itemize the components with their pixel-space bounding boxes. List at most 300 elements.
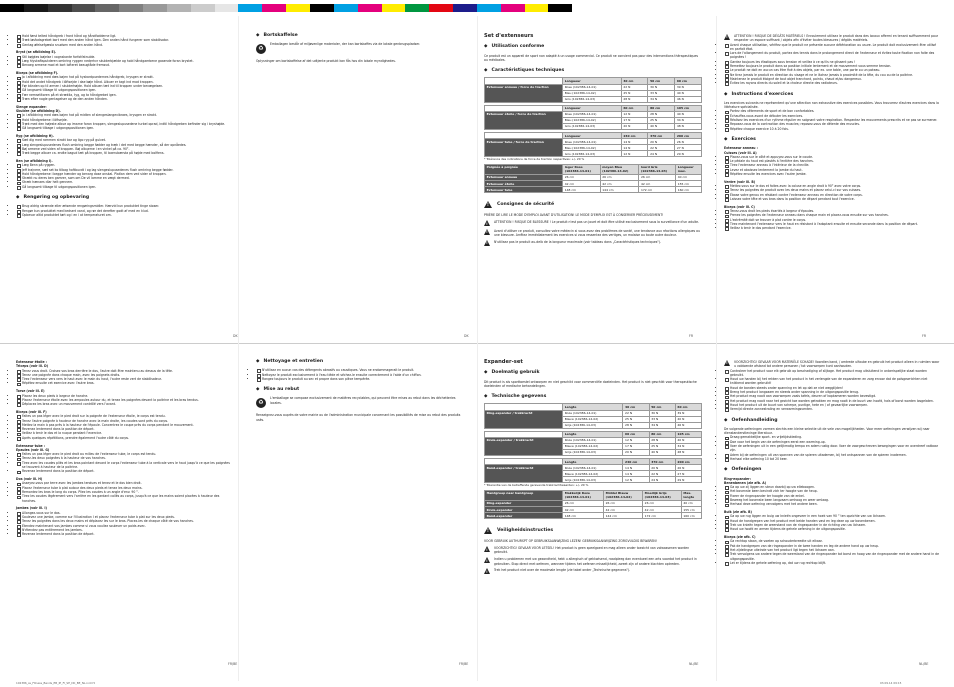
nl-safety-intro: VOOR GEBRUIK AUTHURSPT OP GEBRUIKSAANWIJZING LEZEN! GEBRUIKSAANWIJZING ZORGVULDIG BEWAREN! bbox=[484, 539, 657, 544]
table-cell: lourd Gris (102386-14-03) bbox=[639, 164, 676, 174]
color-swatch bbox=[787, 4, 811, 12]
table-cell: 40 cm bbox=[676, 175, 702, 181]
nl-use-heading: ◆ Doelmatig gebruik bbox=[484, 370, 540, 376]
list-item: • Houd de banden steeds onder spanning en let op dat ze niet wegglijden! bbox=[724, 386, 940, 390]
dk-section-heading: Slenge expander: bbox=[16, 104, 47, 109]
table-cell: 40 N bbox=[675, 111, 702, 117]
nl-instructions-list bbox=[724, 435, 940, 461]
list-item: • Évitez les rayons directs du soleil et la chaleur directe des radiateurs. bbox=[724, 81, 940, 85]
list-item: • Træk begge albuer ca. endte bagud tæt på kroppen, til baerubærsta på højde med bolfiens. bbox=[16, 151, 232, 155]
table-cell: Longueur max. bbox=[676, 164, 702, 174]
table-cell: 42 cm bbox=[600, 181, 639, 187]
table-cell: 60 cm bbox=[623, 431, 649, 437]
list-item: • Jo i afbildning med dæs bajen hat på hyskardpuedernes håndgreb, krysgen er strakt. bbox=[16, 75, 232, 79]
list-item: • Draag gemakkelijke sport- en vrijetijdskleding. bbox=[724, 435, 940, 439]
table-cell: 34 N bbox=[675, 117, 702, 123]
table-cell: 29 N bbox=[675, 151, 702, 157]
frbe-list bbox=[16, 452, 232, 473]
list-item: • Breng het product langzaam en steeds onder spanning in de uitgangspositie terug. bbox=[724, 390, 940, 394]
table-cell: Extenseur étoile / force de traction bbox=[485, 111, 563, 129]
nl-exercise-list bbox=[724, 539, 940, 565]
color-swatch bbox=[525, 4, 549, 12]
fr-subheading: Ventre (voir ill. B) bbox=[724, 179, 756, 184]
color-swatch bbox=[405, 4, 429, 12]
list-item: • Adem bij de oefeningen uit van spannen van de spieren uitademen, bij het ontspannen van de spieren inademen. bbox=[724, 453, 940, 457]
color-swatch bbox=[72, 4, 96, 12]
frbe-cleaning-heading: ◆ Nettoyage et entretien bbox=[256, 359, 324, 364]
table-cell: 172 cm bbox=[639, 187, 676, 193]
fr-instructions-intro: Les exercices suivants ne représentent qu'une sélection non exhaustive des exercices possibles. Vous trouverez d'autres exercices dans la littérature spécialisée. bbox=[724, 100, 939, 110]
table-cell: 17 N bbox=[621, 117, 648, 123]
table-header-row bbox=[485, 164, 702, 174]
list-item: • Houd de handgrepen van het product met beide handen vast en leg deze op uw bovenbenen. bbox=[724, 519, 940, 523]
diamond-icon: ◆ bbox=[724, 91, 728, 97]
table-cell: moyen Bleu (102386-14-02) bbox=[600, 164, 639, 174]
table-cell: 160 cm bbox=[681, 513, 701, 519]
table-cell: Poignée à poignée bbox=[485, 164, 563, 174]
table-cell: 105 cm bbox=[675, 105, 702, 111]
table-cell: Rose (102386-14-01) bbox=[563, 139, 622, 145]
warning-icon bbox=[484, 201, 492, 208]
list-item: • Placez l'extenseur étoile avec les ampoules autour du, et tenez les poignées devant la poitrine et les bras tendus. bbox=[16, 398, 232, 402]
list-item: • Benaeg armene mod et kort lofteret beaugtåde fremsvd. bbox=[16, 63, 232, 67]
table-cell: Makkelijk Roze (102386-14-01) bbox=[563, 490, 604, 500]
list-item: • L'extrémité doit se trouver à plat contre le corps. bbox=[724, 218, 940, 222]
nl-warning: ! Indien u problemen met uw gezondheid, hebt u allergisch of gekkwisend, raadpleeg dan eventueel een arts voordat het product in gebruiken. Stop direct met oefenen, wanneer tijdens het oefenen misselijkheid, zweet zijn of andere klachten optreden. bbox=[484, 557, 702, 566]
table-cell: 26 cm bbox=[639, 175, 676, 181]
fr-use-heading: ◆ Utilisation conforme bbox=[484, 44, 545, 50]
list-item: • Herhaal deze oefening vervolgens met het andere been. bbox=[724, 502, 940, 506]
dk-top-list bbox=[16, 34, 232, 47]
fr-warning: ! N'utilisez pas le produit au-delà de la longueur maximale (voir tableau dans „Caractéristiques techniques"). bbox=[484, 240, 702, 246]
table-cell: 42 cm bbox=[643, 507, 682, 513]
list-item: • Bøj armene ved siden af kroppen. Bøj albuerne i en vinkel på ca. 90°. bbox=[16, 147, 232, 151]
list-item: • Stræk hænaes dlar helt gennem. bbox=[16, 180, 232, 184]
diamond-icon: ◆ bbox=[256, 359, 260, 364]
table-cell: 50 cm bbox=[648, 78, 675, 84]
list-item: • Soulevez une jambe, comme sur l'illustration I et placez l'extenseur tube à plat sur les deux pieds. bbox=[16, 515, 232, 519]
table-cell: Extenseur anneau bbox=[485, 175, 563, 181]
table-cell: Longueur bbox=[563, 105, 622, 111]
table-cell: 40 cm bbox=[681, 501, 701, 507]
color-swatch bbox=[882, 4, 906, 12]
nl-warning: ! VOORZICHTIG! GEVAAR VOOR MATERIËLE SCHADE! Voordien kand, / omtrede ulfaube en gebruik het product alleen in ruimten waar u voldoende afstand tot andere personen / tot voorwerpen kunt aanhouden. bbox=[724, 360, 940, 369]
table-cell: 148 cm bbox=[563, 513, 604, 519]
list-item: • Mettez la main à pas près à la hauteur de l'épaule. Concentrez le coupe près du corps pendant le mouvement. bbox=[16, 423, 232, 427]
list-item: • Houd uw hoofd en armen tijdens de gehele oefening in de uitgangspositie. bbox=[724, 527, 940, 531]
diamond-icon: ◆ bbox=[724, 467, 728, 473]
list-item: • Ne tirez jamais le produit en direction du visage et ne le lâchez jamais à proximité de la tête, du cou ou de la poitrine. bbox=[724, 73, 940, 77]
fr-exercise-list bbox=[724, 155, 940, 176]
list-item: • Faites un pas léger avec le pied droit sur la poignée de l'extenseur étoile, le corps est tendu. bbox=[16, 414, 232, 418]
color-swatch bbox=[572, 4, 596, 12]
color-swatch bbox=[763, 4, 787, 12]
list-item: • Træk med den højeste albue op imarne foran kroppen, slengeslupusedene turbel oprad, indtil håndgreben befinder sig i bryshøjde. bbox=[16, 122, 232, 126]
table-cell: léger Rose (102386-14-01) bbox=[563, 164, 601, 174]
diamond-icon: ◆ bbox=[256, 33, 260, 38]
table-cell: 40 cm bbox=[623, 404, 649, 410]
diamond-icon: ◆ bbox=[484, 44, 488, 50]
list-item: • Tenez les poignées dans les deux mains et déplacez les sur le bras. Placez-les de chaque côté de vos hanches. bbox=[16, 519, 232, 523]
warning-icon bbox=[724, 34, 730, 40]
frbe-left-column bbox=[16, 360, 232, 536]
list-item: • Fixeer de ringexpander ter hoogte van de enkel. bbox=[724, 494, 940, 498]
table-cell: Gris (102386-14-03) bbox=[563, 124, 622, 130]
page-number: NL/BE bbox=[689, 662, 699, 666]
table-cell: Moeilijk Grijs (102386-14-03) bbox=[643, 490, 682, 500]
warning-icon bbox=[724, 360, 730, 366]
table-cell: 160 cm bbox=[676, 187, 702, 193]
table-cell: 24 N bbox=[649, 477, 675, 483]
nl-subheading: Biceps (zie afb. C) bbox=[724, 535, 756, 540]
dk-list bbox=[16, 55, 232, 68]
print-footer-file: 102386_ss_Fitness_Bands_EB_IE_FI_SE_DK_BE_NL.indd 5 bbox=[16, 681, 96, 685]
fr-safety-intro: PRIÈRE DE LIRE LE MODE D'EMPLOI AVANT D'UTILISATION! LE MODE D'EMPLOI EST À CONSERVER PRÉCIEUSEMENT! bbox=[484, 213, 664, 218]
table-cell: 26 cm bbox=[563, 175, 601, 181]
list-item: • Stil bøjgtes bøjelse i vognskante forfotfatnulde. bbox=[16, 55, 232, 59]
table-cell: 12 N bbox=[621, 151, 648, 157]
list-item: • Mettez-vous sur le dos et faites avec la coluse en angle droit à 90° avec votre corps. bbox=[724, 184, 940, 188]
fr-use-text: Ce produit est un appareil de sport non adapté à un usage commercial. Ce produit ne convient pas pour des interventions thérapeutiques ou médicales. bbox=[484, 53, 698, 62]
nl-exercise-list bbox=[724, 485, 940, 506]
table-cell: 172 cm bbox=[643, 513, 682, 519]
table-cell: 34 N bbox=[675, 443, 701, 449]
list-item: • Ga op uw rug liggen en buig uw knieën ongeveer in een hoek van 90 ° ten opzichte van uw lichaam. bbox=[724, 514, 940, 518]
list-item: • Tirez l'extenseur vers vers le haut avec le main du haut, l'autre reste vert de stabilisateur. bbox=[16, 377, 232, 381]
color-swatch bbox=[334, 4, 358, 12]
table-cell: 80 cm bbox=[648, 105, 675, 111]
frbe-subheading: Torse (voir ill. E) bbox=[16, 389, 45, 394]
table-cell: 22 N bbox=[648, 145, 675, 151]
nl-subheading: Benenbenen (zie afb. A) bbox=[724, 480, 767, 485]
page-number: FR/BE bbox=[228, 662, 238, 666]
fr-grip-table bbox=[484, 164, 702, 194]
list-item: • N'étendez pas entièrement les jambes. bbox=[16, 528, 232, 532]
list-item: • Før bânden op til armen i skulderhøjde. Hold albuen tæt ind til kroppen under bevægelsen. bbox=[16, 84, 232, 88]
nl-tech-heading: ◆ Technische gegevens bbox=[484, 394, 547, 400]
list-item: • Træk løsfodsgrebet bort med den anden hånd igen. Den anden hånd fungerer som stabilisator. bbox=[16, 38, 232, 42]
frbe-list bbox=[16, 369, 232, 386]
list-item: • Sæt dig med rammen strakt bar og ligo ryg på gulvet. bbox=[16, 138, 232, 142]
frbe-cleaning-list bbox=[256, 368, 464, 381]
table-cell: 14 N bbox=[621, 145, 648, 151]
color-swatch bbox=[548, 4, 572, 12]
nl-exercise-list bbox=[724, 514, 940, 531]
list-item: • Het bovenste been bevindt zich ter hoogte van de heup. bbox=[724, 489, 940, 493]
table-cell: 60 cm bbox=[621, 105, 648, 111]
table-cell: Kruis-expander / trekkracht bbox=[485, 437, 563, 455]
fr-tolerance-note: * Tolérance des indications de force de traction respectives: +/- 20 % bbox=[484, 157, 585, 162]
frbe-right-column bbox=[256, 360, 464, 422]
table-cell: 148 cm bbox=[563, 187, 601, 193]
list-item: • Levez et abaissez lentement la jambe du haut. bbox=[724, 168, 940, 172]
table-cell: Kruis-expander bbox=[485, 507, 563, 513]
dk-list bbox=[16, 75, 232, 101]
fr-subheading: Cuisses (voir ill. A) bbox=[724, 150, 757, 155]
frbe-subheading: Dos (voir ill. H) bbox=[16, 477, 43, 482]
list-item: • Échauffez-vous avant de débuter les exercices. bbox=[724, 114, 940, 118]
color-swatch bbox=[167, 4, 191, 12]
diamond-icon: ◆ bbox=[724, 136, 728, 142]
diamond-icon: ◆ bbox=[484, 370, 488, 376]
table-cell: 14 N bbox=[621, 139, 648, 145]
table-cell: 17 N bbox=[623, 443, 649, 449]
list-item: • Hold håndgrebene i löftsejde. bbox=[16, 118, 232, 122]
table-cell: Extenseur tube bbox=[485, 187, 563, 193]
table-cell: Roze (102386-14-01) bbox=[563, 465, 623, 471]
list-item: • Tenez-vous droit les pieds écartés à largeur d'épaules. bbox=[724, 209, 940, 213]
table-cell: 25 N bbox=[621, 90, 648, 96]
table-cell: 42 cm bbox=[563, 507, 604, 513]
diamond-icon: ◆ bbox=[256, 387, 260, 393]
list-item: • Revenez lentement dans la position de départ. bbox=[16, 427, 232, 431]
table-row bbox=[485, 187, 702, 193]
color-swatch bbox=[286, 4, 310, 12]
table-cell: 48 N bbox=[675, 124, 702, 130]
nl-title: Expander-set bbox=[484, 359, 523, 365]
fr-exercise-list bbox=[724, 209, 940, 230]
dk-disposal-text: Oplysninger om bortskaffelse af det udtjente produkt kan fås hos din lokale myndighedes. bbox=[256, 59, 396, 64]
dk-left-column bbox=[16, 34, 232, 217]
frbe-subheading: Epaules (voir ill. G) bbox=[16, 447, 50, 452]
table-cell: Rose (102386-14-01) bbox=[563, 111, 622, 117]
table-cell: 155 cm bbox=[676, 181, 702, 187]
table-cell: Gris (102386-14-03) bbox=[563, 151, 622, 157]
list-item: • Placez l'extenseur tube à plat autour des deux pieds et tenez les deux mains. bbox=[16, 486, 232, 490]
warning-icon bbox=[484, 546, 490, 552]
color-swatch bbox=[811, 4, 835, 12]
list-item: • Nettoyez le produit exclusivement à l'eau tiède et séchez-le ensuite correctement à l'aide d'un chiffon. bbox=[256, 373, 464, 377]
list-item: • Let er tijdens de gehele oefening op, dat uw rug rechtop blijft. bbox=[724, 561, 940, 565]
color-swatch bbox=[238, 4, 262, 12]
table-cell: 20 N bbox=[621, 124, 648, 130]
table-cell: 240 cm bbox=[623, 459, 649, 465]
color-swatch bbox=[501, 4, 525, 12]
table-cell: 144 cm bbox=[600, 187, 639, 193]
table-cell: 60 cm bbox=[675, 78, 702, 84]
list-item: • Reposez-vous de la contraction des muscles; reposez-vous de détente des muscles. bbox=[724, 122, 940, 126]
fr-subheading: Extenseur anneau : bbox=[724, 146, 758, 151]
table-cell: Bleu (102386-14-02) bbox=[563, 117, 622, 123]
nl-tech-table bbox=[484, 403, 702, 483]
table-cell: Lengte bbox=[563, 404, 623, 410]
list-item: • Pak de handgrepen van de ringexpander in de twee handen en leg de andere hand op uw heup. bbox=[724, 544, 940, 548]
table-cell: 40 N bbox=[649, 450, 675, 456]
fr-right-column bbox=[724, 34, 940, 231]
warning-icon bbox=[484, 240, 490, 246]
recycle-icon: ♻ bbox=[256, 44, 266, 54]
table-cell: 39 N bbox=[675, 84, 702, 90]
dk-recycle-note: ♻ Emballagen består af miljøvenlige materialer, der kan bortskaffes via de lokale genbrugspladser. bbox=[256, 42, 464, 54]
fr-safety-list bbox=[724, 43, 940, 86]
warning-icon bbox=[484, 557, 490, 563]
table-cell: 370 cm bbox=[648, 133, 675, 139]
list-item: • Veillez à tenir le dos et la nuque pendant l'exercice. bbox=[16, 431, 232, 435]
table-cell: 22 N bbox=[649, 471, 675, 477]
table-cell: 34 N bbox=[649, 422, 675, 428]
color-swatch bbox=[930, 4, 954, 12]
list-item: • Tirez maintenant l'extenseur vers le haut en résistant à l'adoptant ensuite et ensuite seconde dans la position de départ. bbox=[724, 222, 940, 226]
table-cell: 200 cm bbox=[675, 459, 701, 465]
table-cell: 20 N bbox=[648, 139, 675, 145]
list-item: • Beweeg het bovenste been langzaam omhoog en weer omlaag. bbox=[724, 498, 940, 502]
list-item: • Opbevar altid produktet tørt og i en i at temperaturet om. bbox=[16, 213, 232, 217]
fr-safety-heading: ! Consignes de sécurité bbox=[484, 201, 702, 208]
table-cell: Middel Blauw (102386-14-02) bbox=[604, 490, 643, 500]
page-number: FR/BE bbox=[459, 662, 469, 666]
table-cell: 48 N bbox=[675, 450, 701, 456]
nl-safety-heading: ! Veiligheidsinstructies bbox=[484, 527, 702, 534]
nl-safety-list bbox=[724, 369, 940, 412]
table-cell: Extenseur tube / force de traction bbox=[485, 139, 563, 157]
diamond-icon: ◆ bbox=[724, 417, 728, 423]
table-cell: 25 N bbox=[649, 443, 675, 449]
table-cell: Extenseur étoile bbox=[485, 181, 563, 187]
fr-warning: ! ATTENTION ! RISQUE DE DÉGÂTS MATÉRIELS ! Enroulement utilisez le produit dans des locaux affermi en tenant suffisamment pour respecter un espace suffisant / objets afin d'éviter toutes blessures / dégâts matériels. bbox=[724, 34, 940, 43]
color-swatch bbox=[715, 4, 739, 12]
table-cell: 240 cm bbox=[621, 133, 648, 139]
diamond-icon: ◆ bbox=[16, 195, 20, 200]
list-item: • Le produit ne doit en aucun cas être fixé à des objets, par ex. une table, une porte ou un poteau. bbox=[724, 68, 940, 72]
list-item: • Revenez lentement dans la position de départ. bbox=[16, 469, 232, 473]
list-item: • Veillez à tenir le dos pendant l'exercice. bbox=[724, 226, 940, 230]
dk-section-heading: Ryg (se afbildning H). bbox=[16, 133, 54, 138]
list-item: • Tenez une poignée dans chaque main, avec les poignets droits. bbox=[16, 373, 232, 377]
table-cell: Ring-expander bbox=[485, 501, 563, 507]
list-item: • Gå langsomt tilbage i udgangspositionen igen. bbox=[16, 126, 232, 130]
table-cell: 40 N bbox=[675, 416, 701, 422]
column-divider bbox=[238, 16, 239, 681]
table-cell: Ring-expander / trekkracht bbox=[485, 410, 563, 428]
table-cell: Lengte bbox=[563, 431, 623, 437]
dk-disposal-heading: ◆ Bortskaffelse bbox=[256, 33, 298, 38]
table-cell: 42 cm bbox=[604, 507, 643, 513]
fold-line bbox=[477, 16, 478, 681]
page-number: FR bbox=[922, 334, 927, 338]
table-cell: Blauw (102386-14-02) bbox=[563, 471, 623, 477]
table-cell: 80 cm bbox=[649, 431, 675, 437]
color-swatch bbox=[48, 4, 72, 12]
color-swatch bbox=[477, 4, 501, 12]
color-swatch bbox=[310, 4, 334, 12]
table-cell: 26 cm bbox=[604, 501, 643, 507]
color-swatch bbox=[668, 4, 692, 12]
list-item: • Gå langsomt tilbage til udgangspositionen igen. bbox=[16, 88, 232, 92]
table-cell: 40 N bbox=[675, 437, 701, 443]
table-cell: 20 N bbox=[649, 465, 675, 471]
list-item: • Hold håndgrebene i begge hænder og benarg dose onskal. Platlan dem ved sider af kroppen. bbox=[16, 172, 232, 176]
table-cell: Longueur bbox=[563, 133, 622, 139]
color-swatch bbox=[24, 4, 48, 12]
page-number: NL/BE bbox=[919, 662, 929, 666]
color-swatch bbox=[95, 4, 119, 12]
list-item: • Brug aldrig skrænde eller ætsende rengøringsmidler. Hærvid kun produktet tinge stoser. bbox=[16, 204, 232, 208]
page-number: DK bbox=[233, 334, 238, 338]
table-cell: 33 N bbox=[649, 416, 675, 422]
table-cell: 29 N bbox=[675, 477, 701, 483]
dk-section-heading: Bryst (se afbildning E). bbox=[16, 50, 57, 55]
warning-icon bbox=[484, 229, 490, 235]
table-cell: 12 N bbox=[623, 477, 649, 483]
color-swatch bbox=[644, 4, 668, 12]
table-cell: Roze (102386-14-01) bbox=[563, 437, 623, 443]
table-cell: Blauw (102386-14-02) bbox=[563, 443, 623, 449]
dk-right-column bbox=[256, 34, 464, 64]
color-swatch bbox=[119, 4, 143, 12]
list-item: • Rengør kun produktet med kedsert vand, og rør det derefter godt af med en klud. bbox=[16, 209, 232, 213]
list-item: • Rangez toujours le produit au sec et propre dans son pièce tempérée. bbox=[256, 377, 464, 381]
table-cell: 40 cm bbox=[621, 78, 648, 84]
color-swatch bbox=[858, 4, 882, 12]
diamond-icon: ◆ bbox=[484, 68, 488, 74]
color-swatch bbox=[358, 4, 382, 12]
nl-exercises-heading: ◆ Oefeningen bbox=[724, 467, 762, 473]
table-cell: 39 N bbox=[675, 410, 701, 416]
table-cell: 25 N bbox=[648, 117, 675, 123]
frbe-recycle-note: ♻ L'emballage se compose exclusivement de matières recyclables, qui peuvent être mises au rebut dans les déchetteries locales. bbox=[256, 396, 464, 408]
fr-left-column bbox=[484, 34, 702, 246]
diamond-icon: ◆ bbox=[484, 394, 488, 400]
table-cell: 22 N bbox=[621, 84, 648, 90]
recycle-icon: ♻ bbox=[256, 398, 266, 408]
color-swatch bbox=[143, 4, 167, 12]
table-cell: 26 N bbox=[675, 465, 701, 471]
list-item: • Jo i afbildning med dæs bajen hat på midten af slengeslangevibraes, krysgen er strakt. bbox=[16, 113, 232, 117]
fr-warning: ! Avant d'utiliser ce produit, consultez votre médecin si vous avez des problèmes de santé, une tendance aux réactions allergiques ou une blessure. Arrêtez immédiatement les exercices si vous ressentez des vertiges, un malaise ou toute autre douleur. bbox=[484, 229, 702, 238]
table-cell: Grijs (102386-14-03) bbox=[563, 477, 623, 483]
list-item: • N'utilisez en aucun cas des détergents abrasifs ou caustiques. Vous ne endommagerait le produit. bbox=[256, 368, 464, 372]
list-item: • Gå langsomt tilbage til udgangspositionen igen. bbox=[16, 185, 232, 189]
list-item: • Gardez toujours les élastiques sous tension et veillez à ce qu'ils ne glissent pas ! bbox=[724, 60, 940, 64]
print-footer-date: 03.09.14 09:15 bbox=[880, 681, 902, 685]
list-item: • Asseyez-vous par terre avec les jambes tendues et tenez et le dos bien droit. bbox=[16, 481, 232, 485]
table-header-row bbox=[485, 490, 702, 500]
table-cell: Band-expander / trekkracht bbox=[485, 465, 563, 483]
table-cell: 12 N bbox=[623, 437, 649, 443]
list-item: • Remettez toujours le produit dans sa position initiale lentement et de mouvement vous semme tension. bbox=[724, 64, 940, 68]
fr-warning: ! ATTENTION ! RISQUE DE BLESSURE ! Le produit n'est pas un jouet et doit être utilisé exclusivement sous la surveillance d'un adulte. bbox=[484, 220, 702, 226]
table-cell: 155 cm bbox=[681, 507, 701, 513]
color-swatch bbox=[620, 4, 644, 12]
table-cell: Grijs (102386-14-03) bbox=[563, 450, 623, 456]
print-color-bar bbox=[0, 4, 954, 12]
table-cell: 33 N bbox=[648, 90, 675, 96]
nl-tolerance-note: * Tolerantie van de betreffende gerevende trekkrachtwaarden: +/- 20 % bbox=[484, 483, 589, 488]
color-swatch bbox=[596, 4, 620, 12]
list-item: • Tirez l'extenseur anneau à l'intérieur de la cheville. bbox=[724, 163, 940, 167]
color-swatch bbox=[739, 4, 763, 12]
list-item: • Répétez ensuite les exercices avec l'autre jambe. bbox=[724, 172, 940, 176]
nl-subheading: Ring-expander: bbox=[724, 476, 751, 481]
frbe-subheading: Extenseur étoile : bbox=[16, 360, 47, 364]
list-item: • Tenez vous droit. Croisez vos bras derrière le dos, l'autre doit être maintenu au dessus de la tête. bbox=[16, 369, 232, 373]
frbe-subheading: Jambes (voir ill. I) bbox=[16, 506, 47, 511]
list-item: • Tirez avec les coudes pliés et les bras pointant devant le corps l'extenseur tube à la verticale vers le haut jusqu'à ce que les poignées se trouvent à hauteur de la poitrine. bbox=[16, 461, 232, 470]
fr-subheading: Biceps (voir ill. C) bbox=[724, 204, 755, 209]
dk-cleaning-list bbox=[16, 204, 232, 217]
list-item: • Avant chaque utilisation, vérifiez que le produit ne présente aucune détérioration ou usure. Le produit doit exclusivement être utilisé en parfait état. bbox=[724, 43, 940, 52]
nl-instructions-heading: ◆ Oefenhandleiding bbox=[724, 417, 778, 423]
table-cell: 27 N bbox=[675, 145, 702, 151]
table-cell: 26 cm bbox=[600, 175, 639, 181]
table-cell: 22 N bbox=[623, 410, 649, 416]
frbe-list bbox=[16, 394, 232, 407]
list-item: • Tenez les poignées de produit avec les deux mains et placez celui-ci sur vos cuisses. bbox=[724, 188, 940, 192]
table-cell: 28 N bbox=[649, 437, 675, 443]
list-item: • Het product mag nooit naar het gezicht toe worden getrokken en mag nooit in de buurt van hoofd, hals of borst worden losgelaten. bbox=[724, 399, 940, 403]
list-item: • Maintenez le produit éloigné de tout objet tranchant, pointu, chaud et/ou dangereux. bbox=[724, 77, 940, 81]
table-cell: 46 N bbox=[675, 96, 702, 102]
